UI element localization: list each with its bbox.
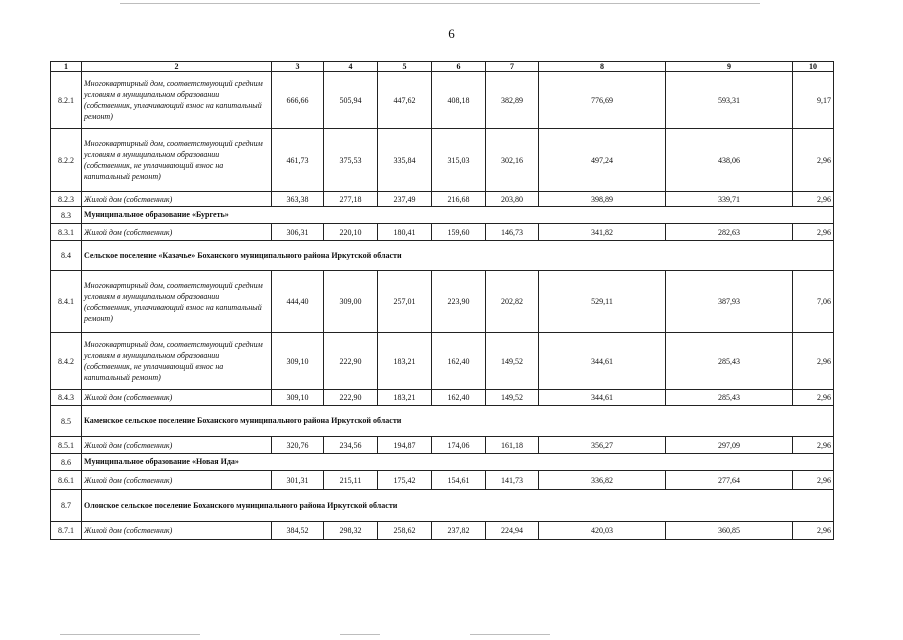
column-number: 5 bbox=[378, 62, 432, 72]
tariff-value: 222,90 bbox=[324, 333, 378, 390]
tariff-value: 202,82 bbox=[486, 271, 539, 333]
tariff-value: 285,43 bbox=[666, 333, 793, 390]
tariff-value: 222,90 bbox=[324, 390, 378, 406]
row-number: 8.6.1 bbox=[51, 471, 82, 490]
scan-artifact-line bbox=[470, 634, 550, 635]
table-row bbox=[51, 129, 834, 192]
tariff-value: 302,16 bbox=[486, 129, 539, 192]
row-description: Многоквартирный дом, соответствующий средним условиям в муниципальном образовании (собственник, не уплачивающий взнос на капитальный ремонт) bbox=[82, 129, 272, 192]
row-description: Многоквартирный дом, соответствующий средним условиям в муниципальном образовании (собственник, уплачивающий взнос на капитальный ремонт) bbox=[82, 72, 272, 129]
scan-artifact-line bbox=[340, 634, 380, 635]
column-number: 7 bbox=[486, 62, 539, 72]
row-description: Жилой дом (собственник) bbox=[82, 192, 272, 207]
section-row bbox=[51, 207, 834, 224]
tariff-value: 447,62 bbox=[378, 72, 432, 129]
table-row bbox=[51, 437, 834, 454]
tariff-value: 356,27 bbox=[539, 437, 666, 454]
page-number: 6 bbox=[448, 26, 455, 41]
tariff-value: 315,03 bbox=[432, 129, 486, 192]
tariff-value: 2,96 bbox=[793, 192, 834, 207]
tariff-value: 382,89 bbox=[486, 72, 539, 129]
tariff-value: 398,89 bbox=[539, 192, 666, 207]
tariff-value: 258,62 bbox=[378, 522, 432, 540]
tariff-value: 216,68 bbox=[432, 192, 486, 207]
section-title: Муниципальное образование «Новая Ида» bbox=[82, 454, 834, 471]
table-row bbox=[51, 471, 834, 490]
tariff-value: 161,18 bbox=[486, 437, 539, 454]
tariff-value: 309,10 bbox=[272, 333, 324, 390]
column-number: 2 bbox=[82, 62, 272, 72]
tariff-value: 285,43 bbox=[666, 390, 793, 406]
scan-artifact-line bbox=[120, 3, 760, 4]
row-description: Многоквартирный дом, соответствующий средним условиям в муниципальном образовании (собственник, уплачивающий взнос на капитальный ремонт) bbox=[82, 271, 272, 333]
table-row bbox=[51, 271, 834, 333]
section-row bbox=[51, 454, 834, 471]
row-number: 8.7.1 bbox=[51, 522, 82, 540]
section-title: Каменское сельское поселение Боханского муниципального района Иркутской области bbox=[82, 406, 834, 437]
tariff-value: 306,31 bbox=[272, 224, 324, 241]
tariff-value: 344,61 bbox=[539, 390, 666, 406]
tariff-value: 344,61 bbox=[539, 333, 666, 390]
tariff-value: 149,52 bbox=[486, 390, 539, 406]
section-title: Муниципальное образование «Бургеть» bbox=[82, 207, 834, 224]
row-number: 8.4.3 bbox=[51, 390, 82, 406]
tariff-value: 309,00 bbox=[324, 271, 378, 333]
column-number: 8 bbox=[539, 62, 666, 72]
tariff-value: 420,03 bbox=[539, 522, 666, 540]
row-number: 8.2.2 bbox=[51, 129, 82, 192]
tariff-value: 215,11 bbox=[324, 471, 378, 490]
table-row bbox=[51, 192, 834, 207]
tariff-value: 162,40 bbox=[432, 390, 486, 406]
tariff-value: 146,73 bbox=[486, 224, 539, 241]
row-description: Жилой дом (собственник) bbox=[82, 522, 272, 540]
row-number: 8.4 bbox=[51, 241, 82, 271]
tariff-value: 159,60 bbox=[432, 224, 486, 241]
row-description: Жилой дом (собственник) bbox=[82, 471, 272, 490]
tariff-value: 408,18 bbox=[432, 72, 486, 129]
tariff-value: 149,52 bbox=[486, 333, 539, 390]
tariff-value: 2,96 bbox=[793, 224, 834, 241]
tariff-value: 175,42 bbox=[378, 471, 432, 490]
tariff-table bbox=[50, 61, 834, 540]
tariff-value: 776,69 bbox=[539, 72, 666, 129]
tariff-value: 335,84 bbox=[378, 129, 432, 192]
tariff-value: 183,21 bbox=[378, 333, 432, 390]
tariff-value: 384,52 bbox=[272, 522, 324, 540]
column-number: 6 bbox=[432, 62, 486, 72]
column-number: 3 bbox=[272, 62, 324, 72]
tariff-value: 297,09 bbox=[666, 437, 793, 454]
section-row bbox=[51, 241, 834, 271]
row-number: 8.5 bbox=[51, 406, 82, 437]
tariff-value: 309,10 bbox=[272, 390, 324, 406]
tariff-value: 2,96 bbox=[793, 390, 834, 406]
tariff-value: 363,38 bbox=[272, 192, 324, 207]
tariff-value: 2,96 bbox=[793, 471, 834, 490]
tariff-value: 320,76 bbox=[272, 437, 324, 454]
tariff-value: 224,94 bbox=[486, 522, 539, 540]
column-number: 10 bbox=[793, 62, 834, 72]
table-row bbox=[51, 390, 834, 406]
tariff-value: 7,06 bbox=[793, 271, 834, 333]
table-row bbox=[51, 522, 834, 540]
column-number-header-row bbox=[51, 62, 834, 72]
column-number: 1 bbox=[51, 62, 82, 72]
tariff-value: 9,17 bbox=[793, 72, 834, 129]
column-number: 4 bbox=[324, 62, 378, 72]
row-number: 8.4.1 bbox=[51, 271, 82, 333]
tariff-value: 666,66 bbox=[272, 72, 324, 129]
row-number: 8.3 bbox=[51, 207, 82, 224]
tariff-value: 282,63 bbox=[666, 224, 793, 241]
row-number: 8.3.1 bbox=[51, 224, 82, 241]
tariff-value: 237,49 bbox=[378, 192, 432, 207]
tariff-value: 593,31 bbox=[666, 72, 793, 129]
tariff-value: 461,73 bbox=[272, 129, 324, 192]
tariff-value: 237,82 bbox=[432, 522, 486, 540]
tariff-value: 174,06 bbox=[432, 437, 486, 454]
table-row bbox=[51, 72, 834, 129]
tariff-value: 234,56 bbox=[324, 437, 378, 454]
row-number: 8.2.3 bbox=[51, 192, 82, 207]
section-title: Олонское сельское поселение Боханского муниципального района Иркутской области bbox=[82, 490, 834, 522]
tariff-value: 360,85 bbox=[666, 522, 793, 540]
tariff-value: 341,82 bbox=[539, 224, 666, 241]
row-description: Жилой дом (собственник) bbox=[82, 390, 272, 406]
row-description: Многоквартирный дом, соответствующий средним условиям в муниципальном образовании (собственник, не уплачивающий взнос на капитальный ремонт) bbox=[82, 333, 272, 390]
row-number: 8.5.1 bbox=[51, 437, 82, 454]
tariff-value: 162,40 bbox=[432, 333, 486, 390]
column-number: 9 bbox=[666, 62, 793, 72]
tariff-value: 444,40 bbox=[272, 271, 324, 333]
tariff-value: 505,94 bbox=[324, 72, 378, 129]
tariff-value: 257,01 bbox=[378, 271, 432, 333]
section-row bbox=[51, 406, 834, 437]
section-title: Сельское поселение «Казачье» Боханского муниципального района Иркутской области bbox=[82, 241, 834, 271]
tariff-value: 497,24 bbox=[539, 129, 666, 192]
tariff-value: 223,90 bbox=[432, 271, 486, 333]
tariff-value: 2,96 bbox=[793, 333, 834, 390]
tariff-value: 2,96 bbox=[793, 437, 834, 454]
tariff-value: 298,32 bbox=[324, 522, 378, 540]
tariff-value: 529,11 bbox=[539, 271, 666, 333]
tariff-value: 203,80 bbox=[486, 192, 539, 207]
tariff-value: 220,10 bbox=[324, 224, 378, 241]
tariff-value: 2,96 bbox=[793, 129, 834, 192]
tariff-value: 194,87 bbox=[378, 437, 432, 454]
row-description: Жилой дом (собственник) bbox=[82, 437, 272, 454]
tariff-value: 141,73 bbox=[486, 471, 539, 490]
tariff-value: 277,18 bbox=[324, 192, 378, 207]
row-number: 8.2.1 bbox=[51, 72, 82, 129]
tariff-value: 336,82 bbox=[539, 471, 666, 490]
row-number: 8.4.2 bbox=[51, 333, 82, 390]
row-description: Жилой дом (собственник) bbox=[82, 224, 272, 241]
scan-artifact-line bbox=[60, 634, 200, 635]
tariff-value: 180,41 bbox=[378, 224, 432, 241]
tariff-value: 2,96 bbox=[793, 522, 834, 540]
section-row bbox=[51, 490, 834, 522]
tariff-value: 301,31 bbox=[272, 471, 324, 490]
row-number: 8.6 bbox=[51, 454, 82, 471]
table-row bbox=[51, 224, 834, 241]
tariff-value: 154,61 bbox=[432, 471, 486, 490]
row-number: 8.7 bbox=[51, 490, 82, 522]
tariff-value: 339,71 bbox=[666, 192, 793, 207]
tariff-value: 183,21 bbox=[378, 390, 432, 406]
tariff-value: 387,93 bbox=[666, 271, 793, 333]
table-row bbox=[51, 333, 834, 390]
tariff-value: 375,53 bbox=[324, 129, 378, 192]
tariff-value: 438,06 bbox=[666, 129, 793, 192]
tariff-value: 277,64 bbox=[666, 471, 793, 490]
